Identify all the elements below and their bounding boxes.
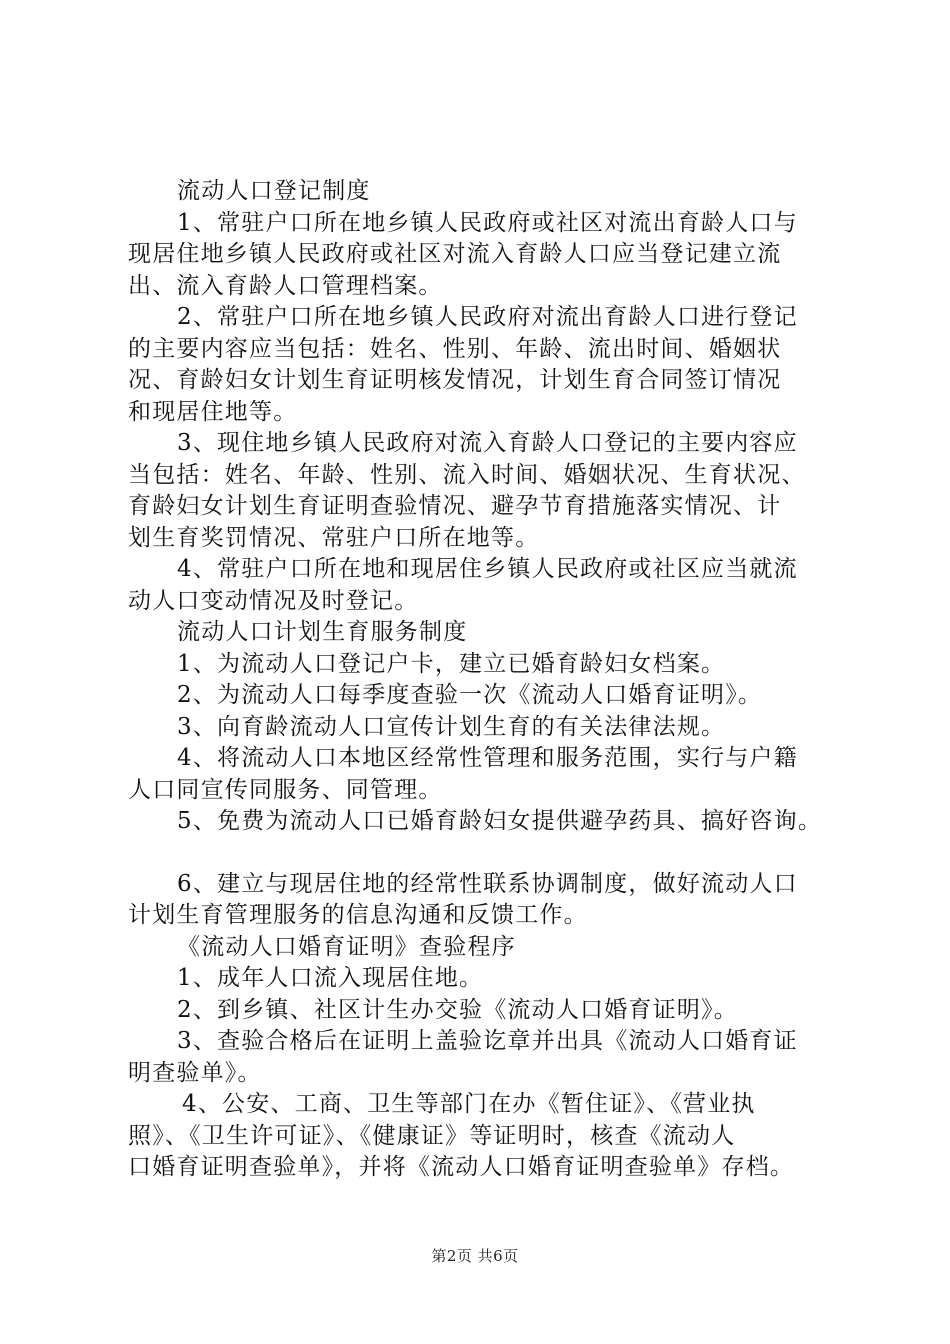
paragraph-line: 6、建立与现居住地的经常性联系协调制度，做好流动人口 xyxy=(177,870,798,897)
paragraph-line: 育龄妇女计划生育证明查验情况、避孕节育措施落实情况、计 xyxy=(128,493,782,519)
paragraph-line: 2、常驻户口所在地乡镇人民政府对流出育龄人口进行登记 xyxy=(177,304,798,330)
paragraph-line: 1、为流动人口登记户卡，建立已婚育龄妇女档案。 xyxy=(177,650,726,677)
blank-line xyxy=(128,838,863,869)
section-title: 流动人口计划生育服务制度 xyxy=(177,619,468,645)
paragraph-line: 人口同宣传同服务、同管理。 xyxy=(128,776,443,803)
paragraph-line: 照》、《卫生许可证》、《健康证》等证明时，核查《流动人 xyxy=(128,1122,736,1149)
paragraph-line: 出、流入育龄人口管理档案。 xyxy=(128,272,443,299)
paragraph-line: 口婚育证明查验单》，并将《流动人口婚育证明查验单》存档。 xyxy=(128,1154,795,1180)
paragraph-line: 2、到乡镇、社区计生办交验《流动人口婚育证明》。 xyxy=(177,996,738,1023)
paragraph-line: 1、常驻户口所在地乡镇人民政府或社区对流出育龄人口与 xyxy=(177,209,798,236)
paragraph-line: 的主要内容应当包括：姓名、性别、年龄、流出时间、婚姻状 xyxy=(128,335,782,362)
paragraph-line: 4、将流动人口本地区经常性管理和服务范围，实行与户籍 xyxy=(177,745,798,771)
paragraph-line: 划生育奖罚情况、常驻户口所在地等。 xyxy=(128,524,540,551)
section-title: 流动人口登记制度 xyxy=(177,178,371,204)
paragraph-line: 当包括：姓名、年龄、性别、流入时间、婚姻状况、生育状况、 xyxy=(128,461,806,488)
paragraph-line: 和现居住地等。 xyxy=(128,398,298,425)
section-title: 《流动人口婚育证明》查验程序 xyxy=(177,933,516,960)
page-number-footer: 第2页 共6页 xyxy=(431,1247,519,1265)
paragraph-line: 1、成年人口流入现居住地。 xyxy=(177,965,484,991)
paragraph-line: 现居住地乡镇人民政府或社区对流入育龄人口应当登记建立流 xyxy=(128,241,782,267)
paragraph-line: 2、为流动人口每季度查验一次《流动人口婚育证明》。 xyxy=(177,682,763,708)
paragraph-line: 计划生育管理服务的信息沟通和反馈工作。 xyxy=(128,902,588,928)
paragraph-line: 3、查验合格后在证明上盖验讫章并出具《流动人口婚育证 xyxy=(177,1028,798,1054)
paragraph-line: 3、向育龄流动人口宣传计划生育的有关法律法规。 xyxy=(177,713,726,740)
paragraph-line: 5、免费为流动人口已婚育龄妇女提供避孕药具、搞好咨询。 xyxy=(177,808,823,834)
paragraph-line: 况、育龄妇女计划生育证明核发情况，计划生育合同签订情况 xyxy=(128,367,782,393)
document-body xyxy=(128,176,863,1184)
paragraph-line: 4、公安、工商、卫生等部门在办《暂住证》、《营业执 xyxy=(182,1091,756,1117)
paragraph-line: 4、常驻户口所在地和现居住乡镇人民政府或社区应当就流 xyxy=(177,556,798,582)
paragraph-line: 明查验单》。 xyxy=(128,1059,262,1086)
paragraph-line: 动人口变动情况及时登记。 xyxy=(128,587,419,614)
paragraph-line: 3、现住地乡镇人民政府对流入育龄人口登记的主要内容应 xyxy=(177,430,798,456)
